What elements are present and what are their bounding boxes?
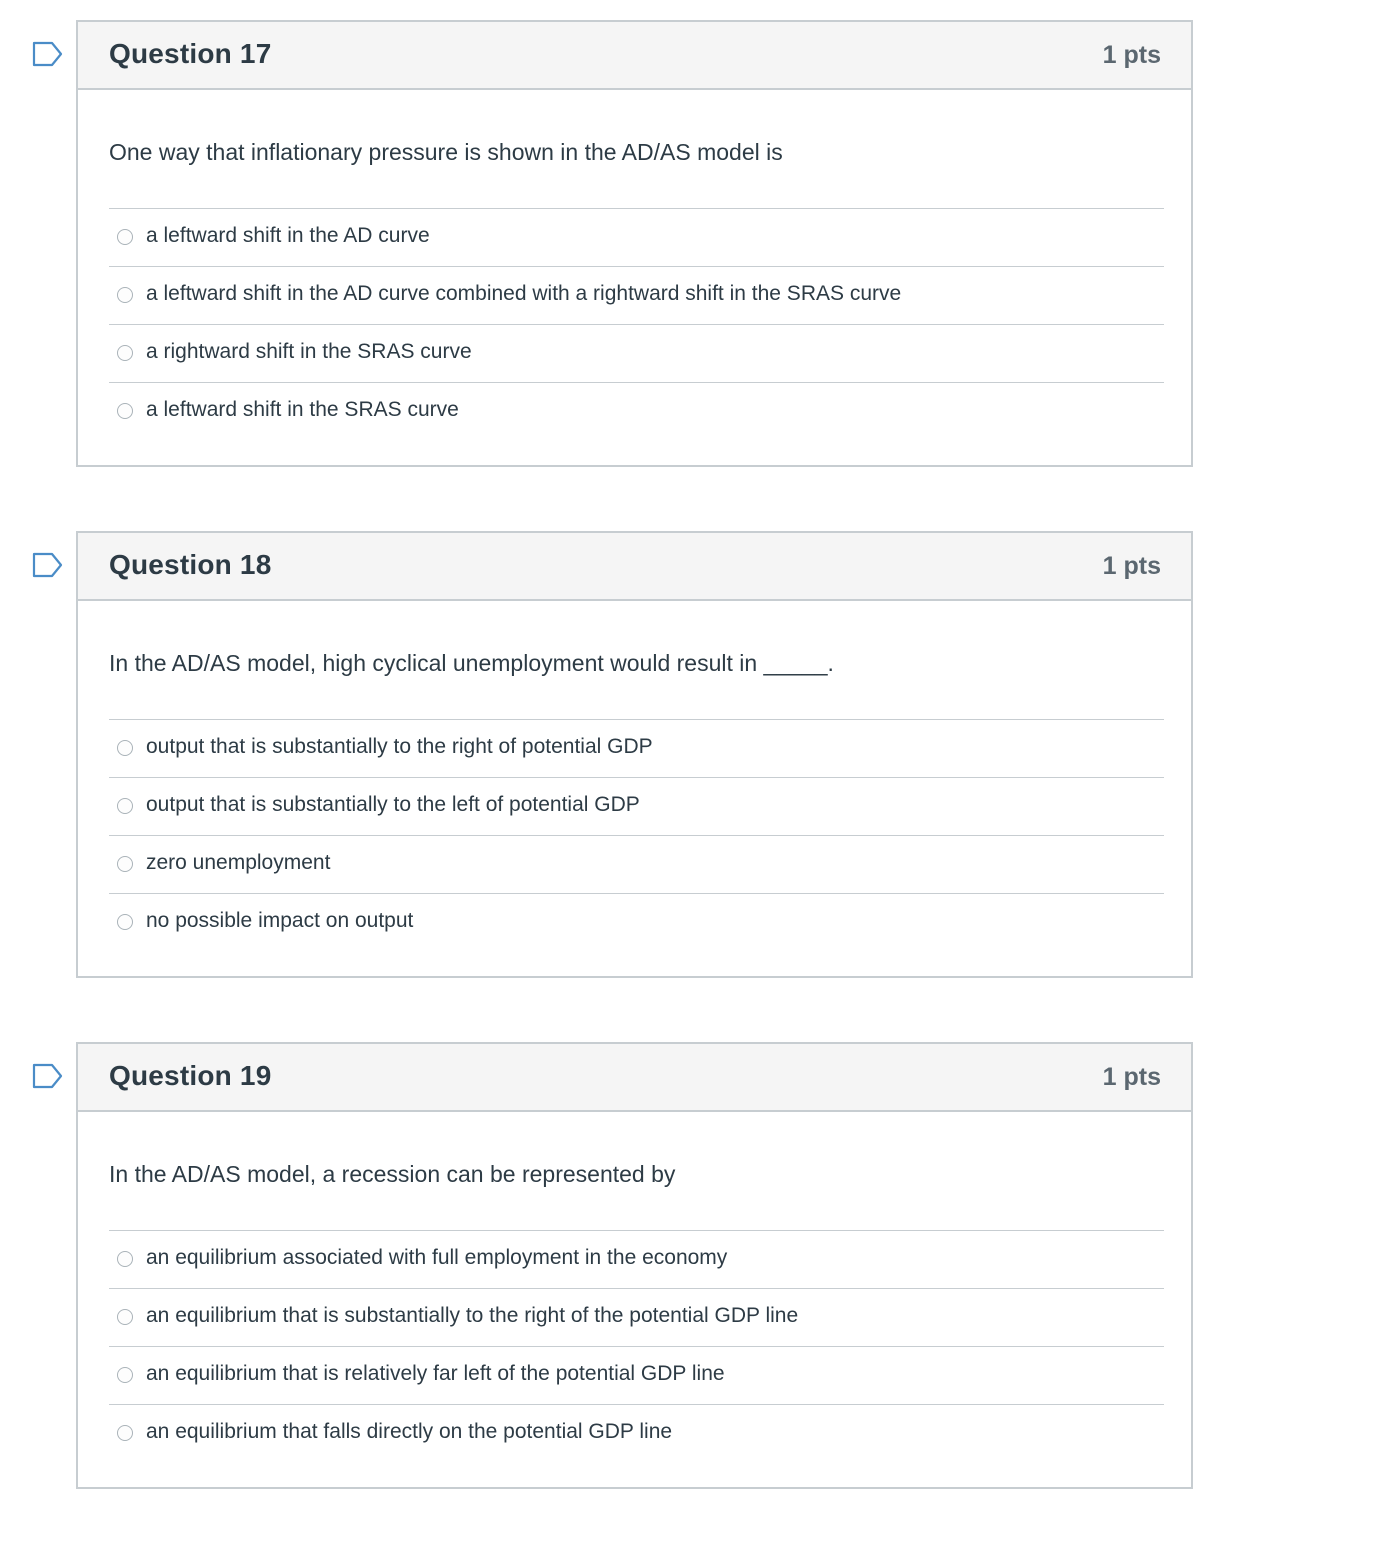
radio-unselected-icon[interactable]: [117, 740, 133, 756]
radio-unselected-icon[interactable]: [117, 856, 133, 872]
question-title: Question 18: [109, 549, 272, 580]
flag-question-icon[interactable]: [32, 1063, 64, 1089]
question-text: One way that inflationary pressure is shown in the AD/AS model is: [109, 139, 783, 165]
question-card: [76, 1042, 1193, 1489]
question-text: In the AD/AS model, high cyclical unemployment would result in _____.: [109, 650, 834, 676]
answer-list: [109, 719, 1164, 951]
flag-question-icon[interactable]: [32, 552, 64, 578]
answer-label: zero unemployment: [146, 851, 331, 874]
answer-option[interactable]: [109, 720, 1164, 778]
answer-label: an equilibrium that is substantially to the right of the potential GDP line: [146, 1304, 799, 1327]
question-text: In the AD/AS model, a recession can be represented by: [109, 1161, 676, 1187]
answer-option[interactable]: [109, 1231, 1164, 1289]
answer-list: [109, 1230, 1164, 1462]
answer-label: an equilibrium associated with full employment in the economy: [146, 1246, 728, 1269]
radio-unselected-icon[interactable]: [117, 403, 133, 419]
answer-option[interactable]: [109, 836, 1164, 894]
answer-label: a rightward shift in the SRAS curve: [146, 340, 472, 363]
question-header: [78, 533, 1191, 601]
radio-unselected-icon[interactable]: [117, 229, 133, 245]
answer-option[interactable]: [109, 1405, 1164, 1462]
answer-label: an equilibrium that falls directly on the potential GDP line: [146, 1420, 673, 1443]
question-points: 1 pts: [1102, 41, 1161, 69]
radio-unselected-icon[interactable]: [117, 287, 133, 303]
question-title: Question 19: [109, 1060, 272, 1091]
question-points: 1 pts: [1102, 552, 1161, 580]
flag-question-icon[interactable]: [32, 41, 64, 67]
answer-label: an equilibrium that is relatively far left of the potential GDP line: [146, 1362, 725, 1385]
answer-label: a leftward shift in the AD curve: [146, 224, 430, 247]
answer-option[interactable]: [109, 1347, 1164, 1405]
answer-option[interactable]: [109, 209, 1164, 267]
question-card: [76, 20, 1193, 467]
radio-unselected-icon[interactable]: [117, 798, 133, 814]
question-header: [78, 22, 1191, 90]
answer-label: output that is substantially to the right of potential GDP: [146, 735, 653, 758]
radio-unselected-icon[interactable]: [117, 1425, 133, 1441]
answer-option[interactable]: [109, 383, 1164, 440]
answer-label: no possible impact on output: [146, 909, 414, 932]
answer-option[interactable]: [109, 778, 1164, 836]
question-title: Question 17: [109, 38, 272, 69]
radio-unselected-icon[interactable]: [117, 345, 133, 361]
answer-option[interactable]: [109, 325, 1164, 383]
answer-option[interactable]: [109, 267, 1164, 325]
radio-unselected-icon[interactable]: [117, 1367, 133, 1383]
radio-unselected-icon[interactable]: [117, 1251, 133, 1267]
radio-unselected-icon[interactable]: [117, 914, 133, 930]
answer-label: output that is substantially to the left of potential GDP: [146, 793, 640, 816]
answer-label: a leftward shift in the AD curve combined with a rightward shift in the SRAS curve: [146, 282, 902, 305]
question-points: 1 pts: [1102, 1063, 1161, 1091]
answer-option[interactable]: [109, 894, 1164, 951]
answer-label: a leftward shift in the SRAS curve: [146, 398, 459, 421]
answer-list: [109, 208, 1164, 440]
question-header: [78, 1044, 1191, 1112]
answer-option[interactable]: [109, 1289, 1164, 1347]
question-card: [76, 531, 1193, 978]
radio-unselected-icon[interactable]: [117, 1309, 133, 1325]
